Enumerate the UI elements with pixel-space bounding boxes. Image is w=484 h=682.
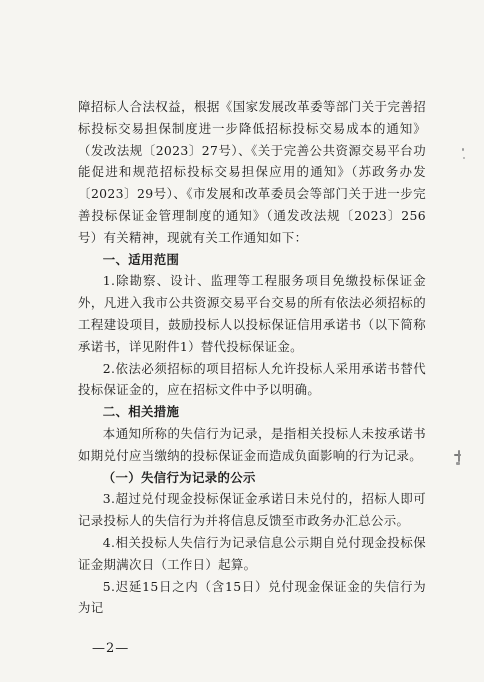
paragraph-preamble: 障招标人合法权益，根据《国家发展改革委等部门关于完善招标投标交易担保制度进一步降低招标投标交易成本的通知》（发改法规〔2023〕27号）、《关于完善公共资源交易平台功能促进和规范招标投标交易担保应用的通知》（苏政务办发〔2023〕29号）、《市发展和改革委员会等部门关于进一步完善投标保证金管理制度的通知》（通发改法规〔2023〕256号）有关精神，现就有关工作通知如下： bbox=[78, 99, 426, 245]
scan-speck-mark bbox=[463, 157, 465, 159]
subheading-public-disclosure: （一）失信行为记录的公示 bbox=[102, 469, 256, 485]
document-body bbox=[78, 96, 426, 619]
scan-speck-mark bbox=[462, 148, 464, 151]
paragraph-item-3: 3.超过兑付现金投标保证金承诺日未兑付的，招标人即可记录投标人的失信行为并将信息反馈至市政务办汇总公示。 bbox=[78, 491, 426, 529]
heading-measures: 二、相关措施 bbox=[102, 404, 180, 420]
paragraph-definition: 本通知所称的失信行为记录，是指相关投标人未按承诺书如期兑付应当缴纳的投标保证金而造成负面影响的行为记录。 bbox=[78, 425, 426, 463]
page-number: —2— bbox=[92, 641, 130, 656]
paragraph-item-2: 2.依法必须招标的项目招标人允许投标人采用承诺书替代投标保证金的，应在招标文件中予以明确。 bbox=[78, 360, 426, 398]
heading-scope: 一、适用范围 bbox=[102, 251, 180, 267]
paragraph-item-4: 4.相关投标人失信行为记录信息公示期自兑付现金投标保证金期满次日（工作日）起算。 bbox=[78, 534, 426, 572]
paragraph-item-1: 1.除勘察、设计、监理等工程服务项目免缴投标保证金外，凡进入我市公共资源交易平台交易的所有依法必须招标的工程建设项目，鼓励投标人以投标保证信用承诺书（以下简称承诺书，详见附件1）替代投标保证金。 bbox=[78, 273, 426, 354]
binding-staple-mark bbox=[458, 450, 460, 462]
binding-staple-mark bbox=[456, 462, 460, 465]
paragraph-item-5: 5.迟延15日之内（含15日）兑付现金保证金的失信行为为记 bbox=[78, 578, 426, 616]
